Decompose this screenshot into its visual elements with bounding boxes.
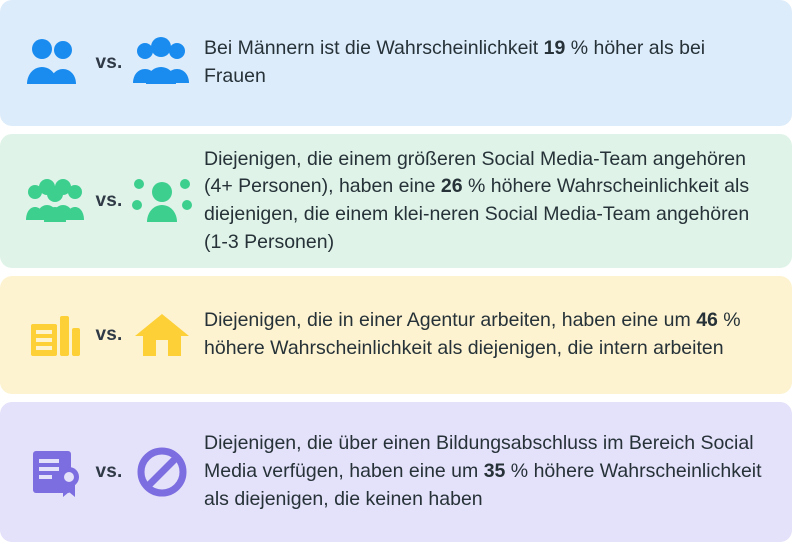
text-segment: Diejenigen, die einem größeren Social Media-Team angehören (4+ Personen), haben eine — [204, 147, 746, 198]
icon-pair — [20, 441, 198, 503]
stat-text-gender — [198, 35, 774, 90]
stat-number: 19 — [543, 37, 566, 60]
stat-row-team-size — [0, 134, 792, 268]
certificate-icon — [25, 441, 87, 503]
vs-label: vs. — [95, 324, 123, 345]
text-segment: Diejenigen, die in einer Agentur arbeiten, haben eine um — [204, 309, 697, 332]
vs-label: vs. — [95, 52, 123, 73]
stat-row-degree — [0, 402, 792, 542]
stat-text-degree — [198, 430, 774, 513]
stat-text-team-size — [198, 146, 774, 257]
single-person-network-icon — [131, 170, 193, 232]
text-segment: % höher als bei Frauen — [204, 37, 706, 87]
house-icon — [131, 304, 193, 366]
office-building-icon — [25, 304, 87, 366]
no-entry-icon — [131, 441, 193, 503]
three-people-icon — [131, 32, 193, 94]
stat-number: 46 — [696, 309, 718, 332]
stat-number: 26 — [440, 175, 463, 198]
text-segment: Diejenigen, die über einen Bildungsabschluss im Bereich Social Media verfügen, haben eine um — [204, 432, 754, 483]
group-of-people-icon — [25, 170, 87, 232]
icon-pair — [20, 32, 198, 94]
icon-pair — [20, 304, 198, 366]
two-people-icon — [25, 32, 87, 94]
text-segment: % höhere Wahrscheinlichkeit als diejenigen, die einem klei-neren Social Media-Team angehören (1-3 Personen) — [204, 175, 750, 253]
vs-label: vs. — [95, 190, 123, 211]
vs-label: vs. — [95, 461, 123, 482]
text-segment: Bei Männern ist die Wahrscheinlichkeit — [204, 37, 544, 60]
stat-number: 35 — [483, 460, 506, 483]
stat-row-gender — [0, 0, 792, 126]
text-segment: % höhere Wahrscheinlichkeit als diejenigen, die intern arbeiten — [204, 309, 741, 359]
stat-text-agency — [198, 307, 774, 362]
text-segment: % höhere Wahrscheinlichkeit als diejenigen, die keinen haben — [204, 460, 762, 510]
icon-pair — [20, 170, 198, 232]
stat-row-agency — [0, 276, 792, 394]
